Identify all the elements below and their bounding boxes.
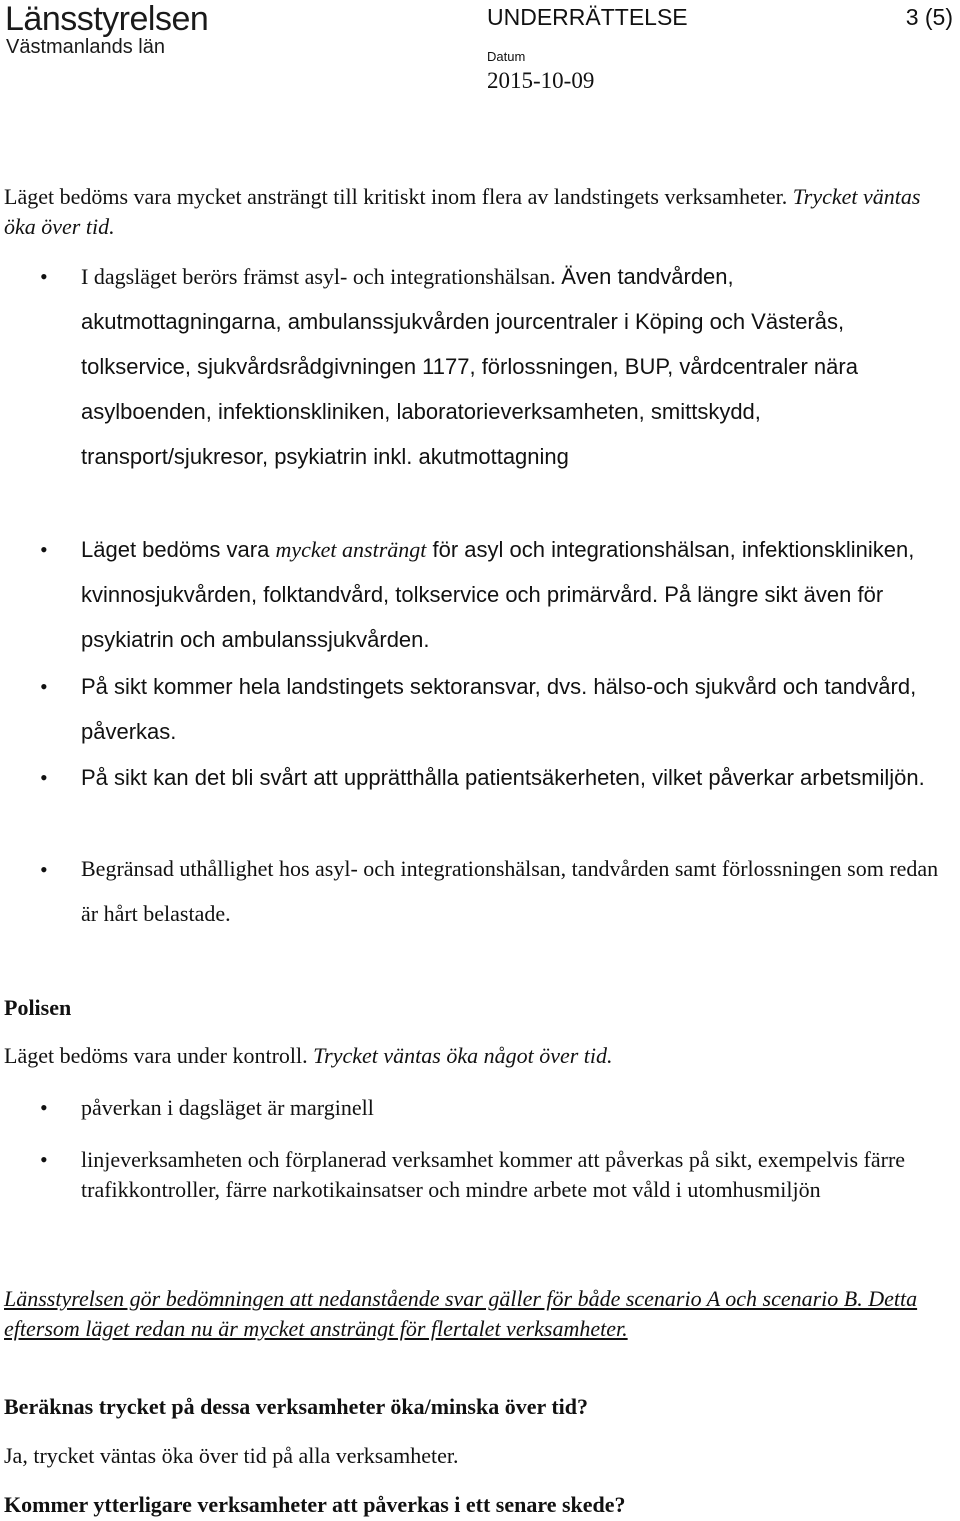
bullet-icon: • <box>40 1147 48 1172</box>
bullet-icon: • <box>40 674 48 699</box>
bullet-icon: • <box>40 264 48 289</box>
landsting-bullet-4: På sikt kan det bli svårt att upprätthålla patientsäkerheten, vilket påverkar arbetsmiljön. <box>81 765 925 790</box>
logo-name: Länsstyrelsen <box>5 0 209 38</box>
bullet-icon: • <box>40 1095 48 1120</box>
document-date: 2015-10-09 <box>487 68 595 93</box>
landsting-bullet-5: Begränsad uthållighet hos asyl- och integrationshälsan, tandvården samt förlossningen som redan är hårt belastade. <box>81 856 939 926</box>
question-1: Beräknas trycket på dessa verksamheter öka/minska över tid? <box>4 1394 589 1419</box>
question-2: Kommer ytterligare verksamheter att påverkas i ett senare skede? <box>4 1492 626 1517</box>
polisen-heading: Polisen <box>4 995 72 1020</box>
logo-subtitle: Västmanlands län <box>6 36 165 58</box>
date-label: Datum <box>487 49 526 64</box>
landsting-bullet-3: På sikt kommer hela landstingets sektoransvar, dvs. hälso-och sjukvård och tandvård, påverkas. <box>81 674 917 744</box>
bullet-icon: • <box>40 537 48 562</box>
polisen-bullet-1: påverkan i dagsläget är marginell <box>81 1095 374 1120</box>
landsting-intro: Läget bedöms vara mycket ansträngt till kritiskt inom flera av landstingets verksamheter. Trycket väntas öka över tid. <box>4 184 921 239</box>
polisen-status: Läget bedöms vara under kontroll. Trycket väntas öka något över tid. <box>4 1043 613 1068</box>
document-type: UNDERRÄTTELSE <box>487 4 688 30</box>
landsting-bullet-2: Läget bedöms vara mycket ansträngt för asyl och integrationshälsan, infektionskliniken, kvinnosjukvården, folktandvård, tolkservice och primärvård. På längre sikt även för psykiatrin och ambulanssjukvården. <box>81 537 915 652</box>
answer-1: Ja, trycket väntas öka över tid på alla verksamheter. <box>4 1443 459 1468</box>
polisen-bullet-2: linjeverksamheten och förplanerad verksamhet kommer att påverkas på sikt, exempelvis färre trafikkontroller, färre narkotikainsatser och mindre arbete mot våld i utomhusmiljön <box>81 1147 906 1202</box>
landsting-bullet-1: I dagsläget berörs främst asyl- och integrationshälsan. Även tandvården, akutmottagningarna, ambulanssjukvården jourcentraler i Köping och Västerås, tolkservice, sjukvårdsrådgivningen 1177, förlossningen, BUP, vårdcentraler nära asylboenden, infektionskliniken, laboratorieverksamheten, smittskydd, transport/sjukresor, psykiatrin inkl. akutmottagning <box>81 264 858 469</box>
bullet-icon: • <box>40 857 48 882</box>
assessment-note: Länsstyrelsen gör bedömningen att nedanstående svar gäller för både scenario A och scenario B. Detta eftersom läget redan nu är mycket ansträngt för flertalet verksamheter. <box>4 1286 918 1341</box>
bullet-icon: • <box>40 765 48 790</box>
page-number: 3 (5) <box>905 4 953 30</box>
